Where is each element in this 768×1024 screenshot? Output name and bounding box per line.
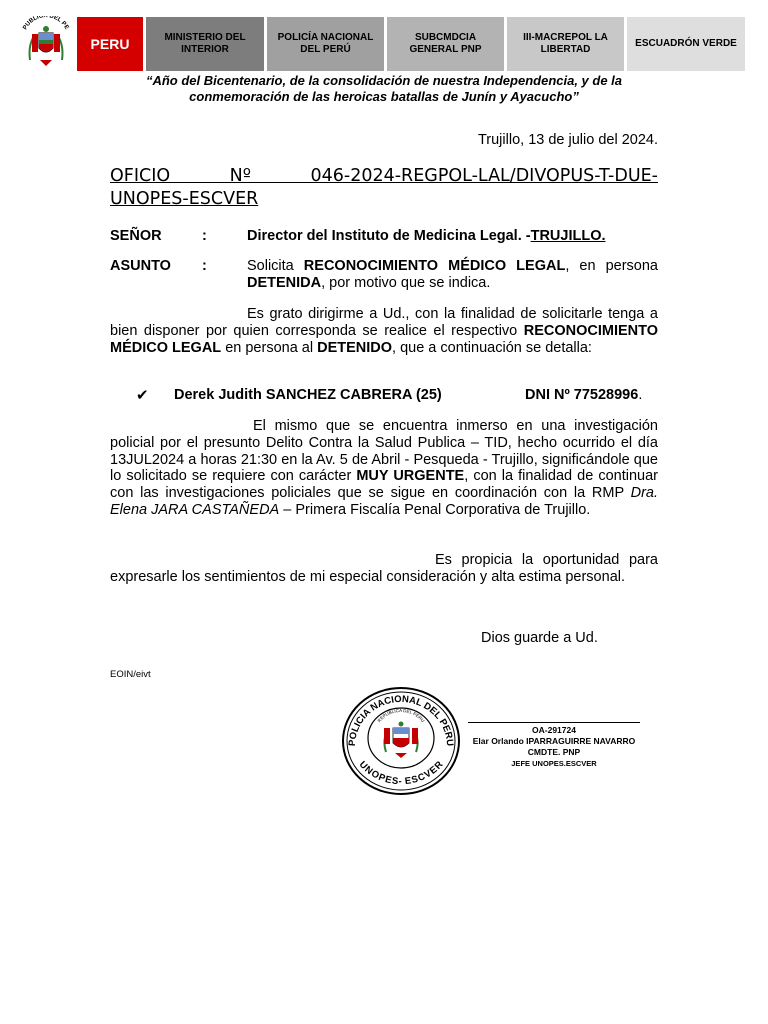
para1-bold-2: DETENIDO xyxy=(317,339,393,356)
checkmark-icon: ✔ xyxy=(136,387,149,404)
para2-italic-1: Dra. Elena JARA CASTAÑEDA xyxy=(110,485,658,518)
letter-date: Trujillo, 13 de julio del 2024. xyxy=(477,132,658,148)
header-macrepol: III-MACREPOL LA LIBERTAD xyxy=(506,16,625,72)
closing-line: Dios guarde a Ud. xyxy=(481,630,598,646)
signature-block xyxy=(466,722,642,769)
person-dni-suffix: . xyxy=(638,387,643,403)
para1-text-1: Es grato dirigirme a Ud., con la finalidad de solicitarle tenga a bien disponer por quien corresponda se realice el respectivo xyxy=(110,306,658,339)
recipient-city: TRUJILLO. xyxy=(530,228,606,244)
para2-bold-1: MUY URGENTE xyxy=(356,468,465,485)
subject-bold-1: RECONOCIMIENTO MÉDICO LEGAL xyxy=(303,258,566,274)
header-ministerio: MINISTERIO DEL INTERIOR xyxy=(145,16,265,72)
signature-role: JEFE UNOPES.ESCVER xyxy=(511,759,597,768)
paragraph-request xyxy=(110,306,658,356)
subject-text-1: Solicita xyxy=(247,258,304,274)
recipient-value xyxy=(247,228,658,245)
subject-text-3: , por motivo que se indica. xyxy=(321,274,491,291)
person-dni-number: DNI Nº 77528996 xyxy=(525,387,639,403)
subject-bold-2: DETENIDA xyxy=(247,274,322,291)
subject-value xyxy=(247,258,658,292)
para2-text-3: – Primera Fiscalía Penal Corporativa de Trujillo. xyxy=(279,501,591,518)
year-motto: “Año del Bicentenario, de la consolidación de nuestra Independencia, y de la conmemoración de las heroicas batallas de Junín y Ayacucho” xyxy=(145,73,623,104)
recipient-name: Director del Instituto de Medicina Legal. - xyxy=(247,228,531,244)
oficio-line-1: OFICIO Nº 046-2024-REGPOL-LAL/DIVOPUS-T-DUE- xyxy=(110,166,658,186)
header-policia: POLICÍA NACIONAL DEL PERÚ xyxy=(266,16,385,72)
header-escuadron: ESCUADRÓN VERDE xyxy=(626,16,746,72)
paragraph-investigation xyxy=(110,418,658,519)
subject-row xyxy=(110,258,658,294)
detained-person-item xyxy=(136,386,666,404)
header-peru: PERU xyxy=(76,16,144,72)
para1-text-2: en persona al xyxy=(221,339,318,356)
police-seal-stamp xyxy=(340,686,460,796)
svg-text:POLICIA NACIONAL DEL PERU: POLICIA NACIONAL DEL PERU xyxy=(346,693,456,747)
para1-bold-1: RECONOCIMIENTO MÉDICO LEGAL xyxy=(110,322,658,356)
oficio-number xyxy=(110,165,658,211)
svg-text:UNOPES- ESCVER: UNOPES- ESCVER xyxy=(356,759,446,788)
recipient-label: SEÑOR xyxy=(110,228,162,244)
subject-text-2: , en persona xyxy=(565,258,658,274)
person-dni xyxy=(525,387,642,403)
svg-text:REPUBLICA DEL PERU: PUBLICA DEL PE xyxy=(22,16,70,32)
signature-rank: CMDTE. PNP xyxy=(527,747,581,757)
subject-colon: : xyxy=(202,258,207,274)
paragraph-farewell: Es propicia la oportunidad para expresarle los sentimientos de mi especial consideración y alta estima personal. xyxy=(110,552,658,585)
oficio-line-2: UNOPES-ESCVER xyxy=(110,189,259,209)
person-name: Derek Judith SANCHEZ CABRERA (25) xyxy=(174,387,442,403)
para2-text-1: El mismo que se encuentra inmerso en una investigación policial por el presunto Delito Contra la Salud Publica – TID, hecho ocurrido el día 13JUL2024 a horas 21:30 en la Av. 5 de Abril - Pesqueda - Trujillo, significándole que lo solicitado se requiere con carácter xyxy=(110,418,658,485)
peru-coat-of-arms-icon xyxy=(18,16,74,72)
signature-name: Elar Orlando IPARRAGUIRRE NAVARRO xyxy=(472,736,636,746)
para2-text-2: , con la finalidad de continuar con las investigaciones policiales que se sigue en coordinación con la RMP xyxy=(110,468,658,502)
signature-line xyxy=(468,722,640,723)
recipient-colon: : xyxy=(202,228,207,244)
typist-initials: EOIN/eivt xyxy=(110,669,151,680)
para1-text-3: , que a continuación se detalla: xyxy=(392,339,592,356)
institutional-header xyxy=(14,16,746,72)
signature-code: OA-291724 xyxy=(532,725,576,735)
subject-label: ASUNTO xyxy=(110,258,171,274)
svg-text:REPUBLICA DEL PERU: REPUBLICA DEL PERU xyxy=(376,707,426,724)
header-subcmdcia: SUBCMDCIA GENERAL PNP xyxy=(386,16,505,72)
